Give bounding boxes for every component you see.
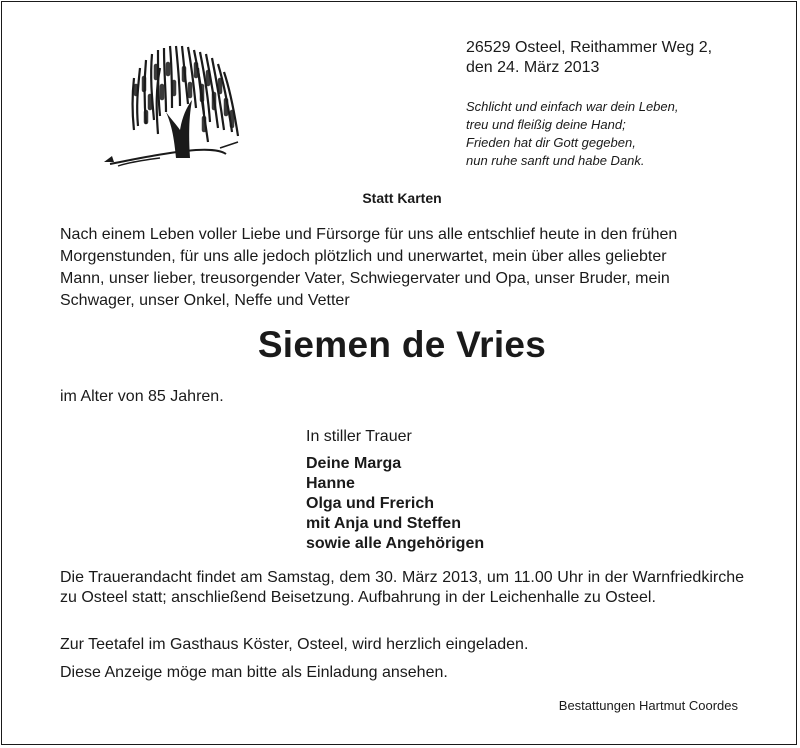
obituary-notice — [1, 1, 797, 745]
mourner-name: Olga und Frerich — [306, 495, 435, 512]
intro-line: Mann, unser lieber, treusorgender Vater, Schwiegervater und Opa, unser Bruder, mein — [60, 270, 670, 287]
poem-verse — [466, 98, 678, 170]
poem-line: Schlicht und einfach war dein Leben, — [466, 99, 679, 114]
deceased-name: Siemen de Vries — [257, 324, 547, 365]
service-paragraph: Die Trauerandacht findet am Samstag, dem 30. März 2013, um 11.00 Uhr in der Warnfriedkirche zu Osteel statt; anschließend Beisetzung. Aufbahrung in der Leichenhalle zu Osteel. — [60, 569, 744, 606]
undertaker-credit: Bestattungen Hartmut Coordes — [558, 698, 738, 713]
poem-line: treu und fleißig deine Hand; — [466, 117, 626, 132]
mourner-name: sowie alle Angehörigen — [306, 535, 485, 552]
date-line: den 24. März 2013 — [466, 59, 600, 76]
address-block — [466, 38, 712, 78]
intro-line: Schwager, unser Onkel, Neffe und Vetter — [60, 292, 350, 309]
address-line: 26529 Osteel, Reithammer Weg 2, — [466, 39, 713, 56]
statt-karten-heading: Statt Karten — [362, 190, 442, 206]
mourners-label: In stiller Trauer — [306, 428, 412, 445]
age-text: im Alter von 85 Jahren. — [60, 388, 224, 405]
poem-line: Frieden hat dir Gott gegeben, — [466, 135, 636, 150]
mourner-name: Hanne — [306, 475, 355, 492]
intro-line: Morgenstunden, für uns alle jedoch plötzlich und unerwartet, mein über alles geliebter — [60, 248, 667, 265]
intro-paragraph — [60, 224, 750, 312]
weeping-willow-icon — [100, 38, 260, 170]
mourners-list — [306, 454, 484, 554]
invitation-note: Diese Anzeige möge man bitte als Einladung ansehen. — [60, 664, 448, 681]
poem-line: nun ruhe sanft und habe Dank. — [466, 153, 645, 168]
mourner-name: mit Anja und Steffen — [306, 515, 461, 532]
intro-line: Nach einem Leben voller Liebe und Fürsorge für uns alle entschlief heute in den frühen — [60, 226, 678, 243]
mourner-name: Deine Marga — [306, 455, 402, 472]
tea-invitation: Zur Teetafel im Gasthaus Köster, Osteel, wird herzlich eingeladen. — [60, 636, 529, 653]
